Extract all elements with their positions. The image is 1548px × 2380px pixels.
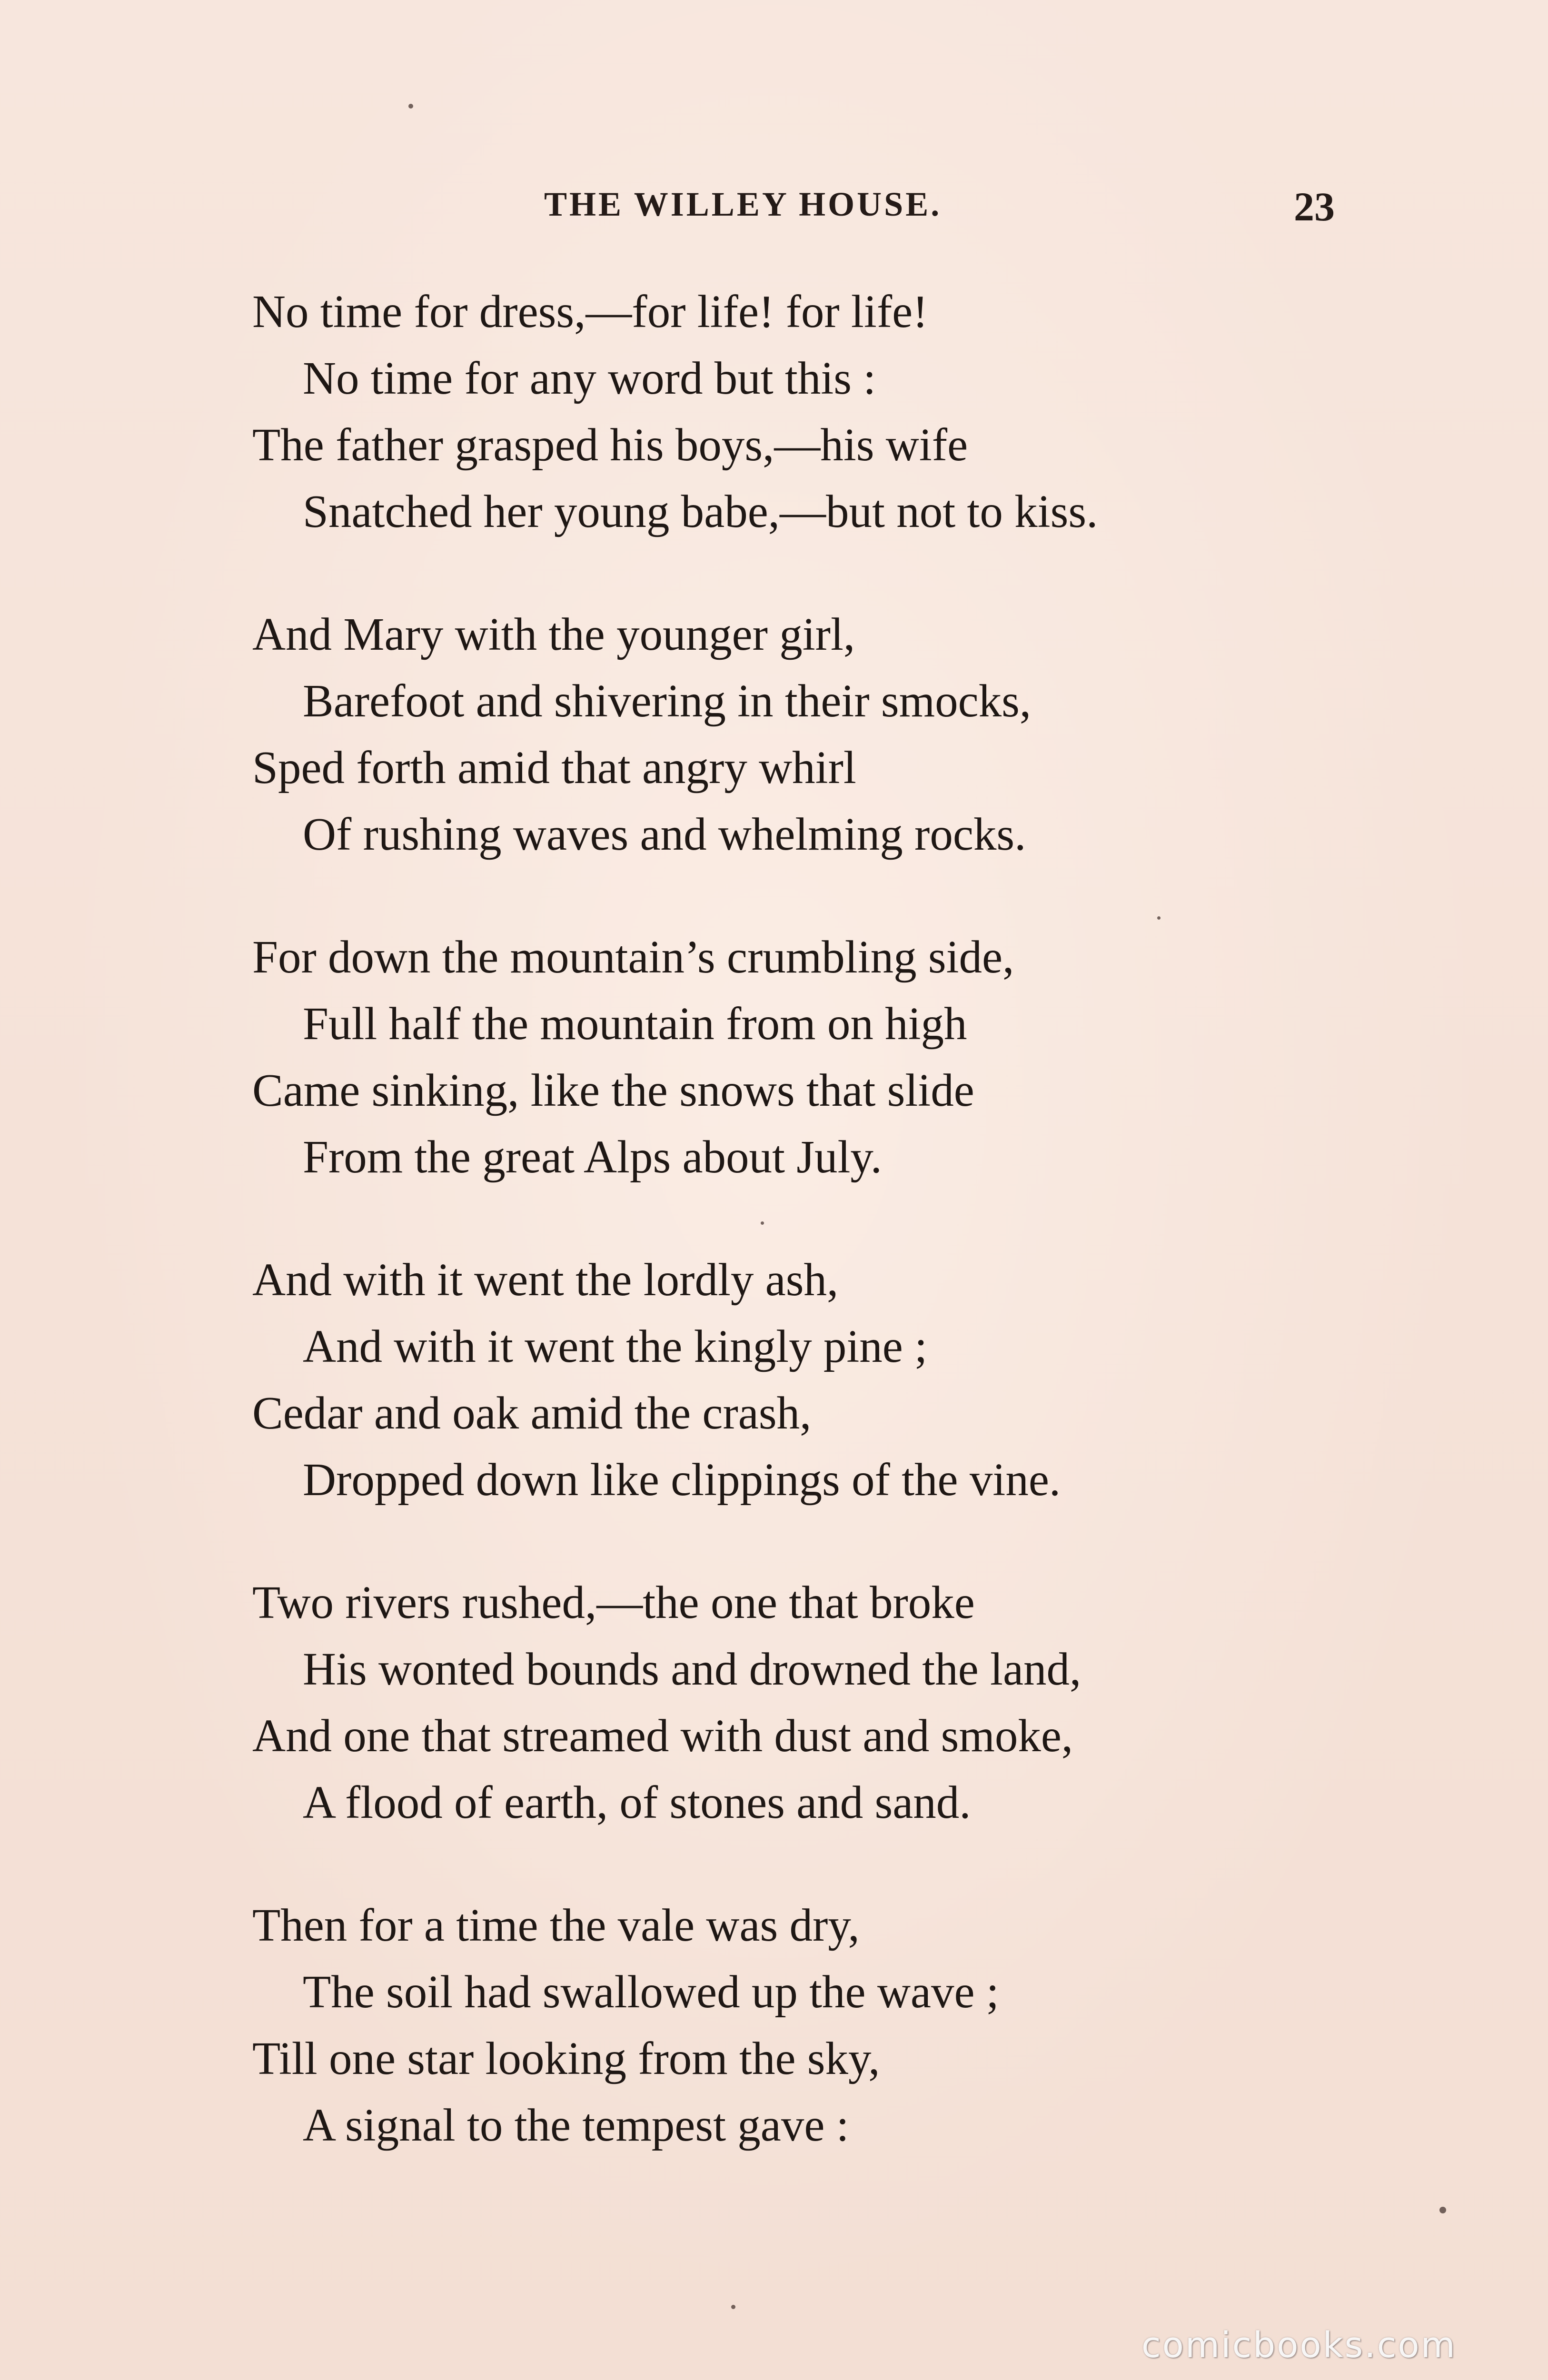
- paper-speck: [1439, 2207, 1446, 2213]
- poem: [252, 278, 1347, 2215]
- stanza: [252, 601, 1347, 868]
- poem-line: From the great Alps about July.: [303, 1131, 882, 1182]
- paper-speck: [1157, 916, 1161, 920]
- poem-line: Dropped down like clippings of the vine.: [303, 1454, 1061, 1505]
- poem-line: A flood of earth, of stones and sand.: [303, 1777, 971, 1828]
- poem-line: No time for any word but this :: [303, 353, 876, 404]
- watermark: comicbooks.com: [1141, 2325, 1457, 2366]
- poem-line: The soil had swallowed up the wave ;: [303, 1966, 999, 2017]
- poem-line: Of rushing waves and whelming rocks.: [303, 809, 1026, 860]
- stanza: [252, 1569, 1347, 1836]
- stanza: [252, 1247, 1347, 1513]
- paper-speck: [761, 1221, 764, 1225]
- poem-line: And with it went the kingly pine ;: [303, 1321, 928, 1372]
- poem-line: His wonted bounds and drowned the land,: [303, 1644, 1082, 1695]
- running-title: THE WILLEY HOUSE.: [544, 185, 942, 223]
- poem-line: Two rivers rushed,—the one that broke: [252, 1577, 975, 1628]
- poem-line: Cedar and oak amid the crash,: [252, 1388, 812, 1438]
- stanza: [252, 1892, 1347, 2159]
- poem-line: For down the mountain’s crumbling side,: [252, 932, 1014, 982]
- poem-line: Full half the mountain from on high: [303, 998, 967, 1049]
- poem-line: And with it went the lordly ash,: [252, 1254, 839, 1305]
- paper-speck: [731, 2305, 735, 2309]
- stanza: [252, 278, 1347, 545]
- poem-line: Till one star looking from the sky,: [252, 2033, 880, 2084]
- poem-line: Then for a time the vale was dry,: [252, 1900, 860, 1951]
- poem-line: A signal to the tempest gave :: [303, 2100, 849, 2151]
- poem-line: And Mary with the younger girl,: [252, 609, 855, 660]
- poem-line: Sped forth amid that angry whirl: [252, 742, 856, 793]
- page-number: 23: [1294, 184, 1335, 229]
- poem-line: Snatched her young babe,—but not to kiss.: [303, 486, 1098, 537]
- poem-line: No time for dress,—for life! for life!: [252, 286, 928, 337]
- poem-line: The father grasped his boys,—his wife: [252, 419, 968, 470]
- poem-line: Barefoot and shivering in their smocks,: [303, 675, 1032, 726]
- poem-line: Came sinking, like the snows that slide: [252, 1065, 974, 1116]
- stanza: [252, 924, 1347, 1190]
- paper-speck: [408, 104, 413, 109]
- poem-line: And one that streamed with dust and smoke,: [252, 1710, 1073, 1761]
